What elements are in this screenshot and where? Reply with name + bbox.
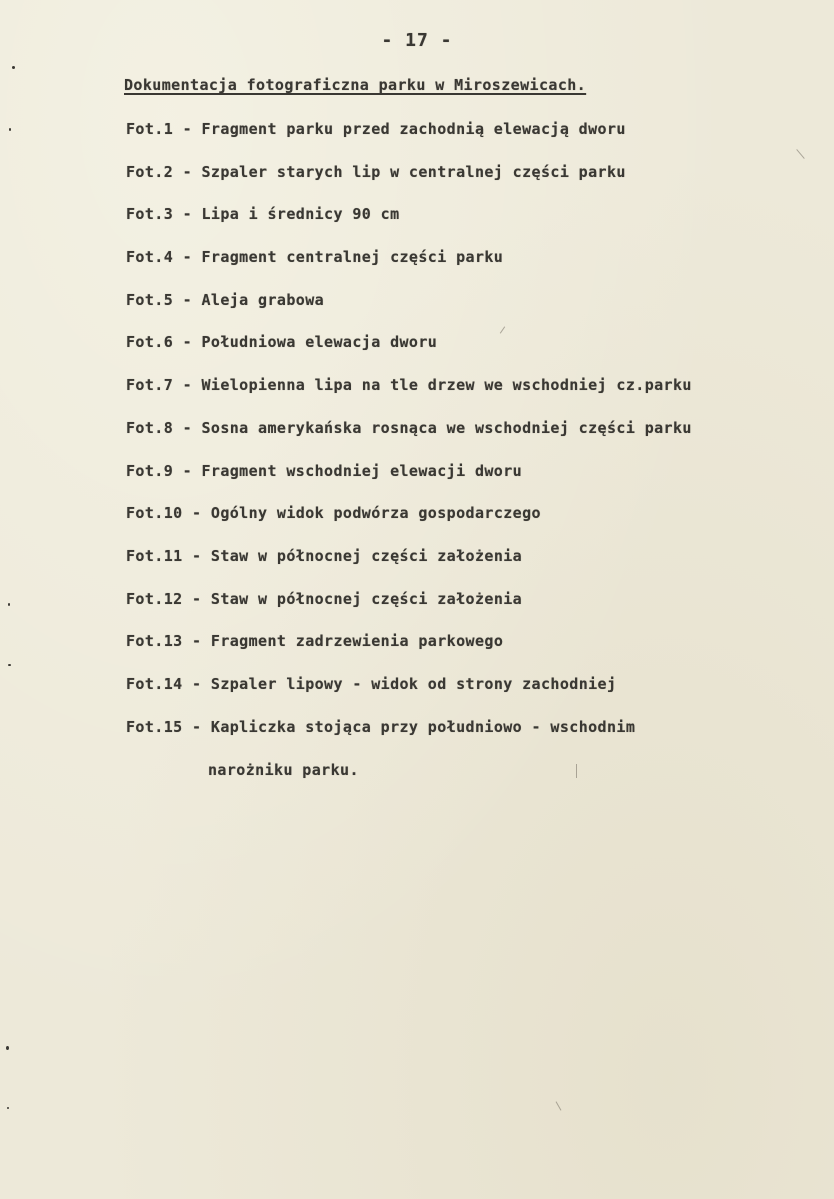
- list-item: [126, 118, 692, 161]
- list-item: [126, 331, 692, 374]
- photo-label: Fot.15 -: [126, 717, 202, 736]
- scan-scratch: [576, 764, 577, 778]
- scan-scratch: [796, 149, 804, 159]
- scan-speck: [6, 1046, 9, 1050]
- photo-label: Fot.2 -: [126, 162, 193, 181]
- list-item: [126, 545, 692, 588]
- scan-speck: [8, 603, 10, 606]
- scan-scratch: [556, 1101, 562, 1110]
- list-item: [126, 203, 692, 246]
- scan-speck: [9, 128, 11, 131]
- photo-label: Fot.3 -: [126, 205, 193, 224]
- list-item: [126, 716, 692, 759]
- photo-caption: Aleja grabowa: [201, 290, 325, 309]
- photo-label: Fot.8 -: [126, 418, 193, 437]
- photo-caption: Staw w północnej części założenia: [210, 589, 523, 608]
- photo-label: Fot.10 -: [126, 504, 202, 523]
- list-item: [126, 630, 692, 673]
- page-number: - 17 -: [381, 30, 453, 51]
- caption-continuation: narożniku parku.: [208, 761, 359, 779]
- photo-caption: Lipa i średnicy 90 cm: [201, 205, 400, 224]
- scan-speck: [8, 664, 11, 666]
- photo-label: Fot.13 -: [126, 632, 202, 651]
- list-item: [126, 460, 692, 503]
- list-item: [126, 161, 692, 204]
- photo-label: Fot.5 -: [126, 290, 193, 309]
- photo-caption: Szpaler lipowy - widok od strony zachodniej: [210, 674, 617, 693]
- photo-caption: Kapliczka stojąca przy południowo - wschodnim: [210, 717, 636, 736]
- scan-speck: [12, 66, 15, 69]
- photo-label: Fot.4 -: [126, 248, 193, 267]
- list-item: [126, 374, 692, 417]
- photo-label: Fot.7 -: [126, 376, 193, 395]
- document-title: Dokumentacja fotograficzna parku w Miroszewicach.: [124, 76, 587, 94]
- photo-label: Fot.14 -: [126, 674, 202, 693]
- scan-speck: [7, 1107, 9, 1109]
- photo-caption: Fragment zadrzewienia parkowego: [210, 632, 504, 651]
- photo-label: Fot.1 -: [126, 120, 193, 138]
- list-item: [126, 417, 692, 460]
- photo-caption: Ogólny widok podwórza gospodarczego: [210, 504, 541, 523]
- photo-caption: Południowa elewacja dworu: [201, 333, 438, 352]
- photo-label: Fot.6 -: [126, 333, 193, 352]
- photo-caption: Szpaler starych lip w centralnej części parku: [201, 162, 626, 181]
- list-item: [126, 246, 692, 289]
- list-item: [126, 502, 692, 545]
- photo-caption: Staw w północnej części założenia: [210, 546, 523, 565]
- photo-list: [126, 118, 692, 758]
- photo-caption: Sosna amerykańska rosnąca we wschodniej części parku: [201, 418, 692, 437]
- photo-label: Fot.12 -: [126, 589, 202, 608]
- photo-caption: Fragment centralnej części parku: [201, 248, 504, 267]
- photo-caption: Fragment parku przed zachodnią elewacją dworu: [201, 120, 626, 138]
- photo-label: Fot.11 -: [126, 546, 202, 565]
- photo-caption: Fragment wschodniej elewacji dworu: [201, 461, 523, 480]
- list-item: [126, 588, 692, 631]
- list-item: [126, 289, 692, 332]
- photo-label: Fot.9 -: [126, 461, 193, 480]
- list-item: [126, 673, 692, 716]
- photo-caption: Wielopienna lipa na tle drzew we wschodniej cz.parku: [201, 376, 692, 395]
